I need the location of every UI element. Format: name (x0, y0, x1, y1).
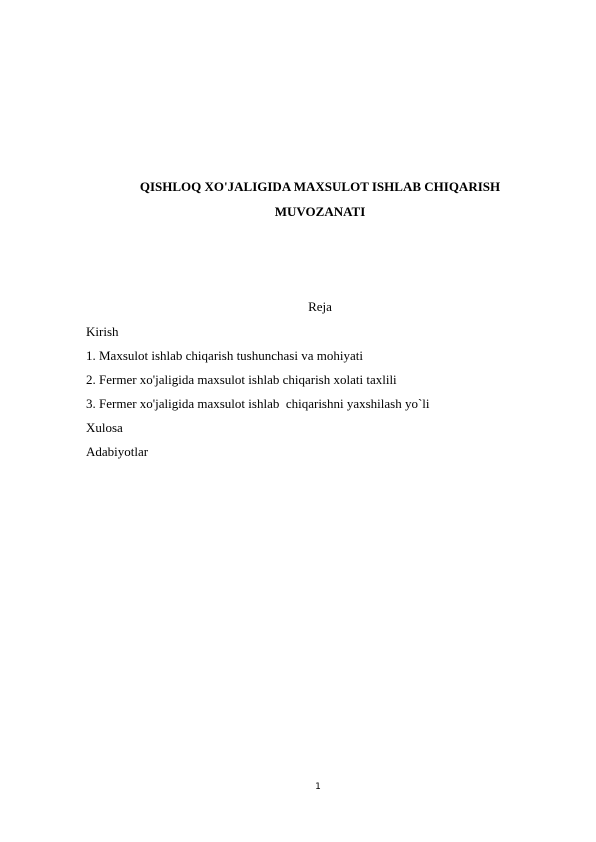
plan-item-conclusion: Xulosa (86, 420, 123, 435)
plan-item-references: Adabiyotlar (86, 444, 149, 459)
plan-item-2: 2. Fermer xo'jaligida maxsulot ishlab chiqarish xolati taxlili (86, 372, 397, 387)
plan-item-1: 1. Maxsulot ishlab chiqarish tushunchasi va mohiyati (86, 348, 363, 363)
plan-item-introduction: Kirish (86, 324, 119, 339)
document-title-line-1: QISHLOQ XO'JALIGIDA MAXSULOT ISHLAB CHIQARISH (139, 179, 501, 194)
document-title-line-2: MUVOZANATI (274, 204, 366, 219)
plan-heading: Reja (308, 299, 332, 314)
plan-list (86, 324, 430, 468)
page-number: 1 (315, 782, 321, 792)
plan-item-3: 3. Fermer xo'jaligida maxsulot ishlab chiqarishni yaxshilash yo`li (86, 396, 430, 411)
